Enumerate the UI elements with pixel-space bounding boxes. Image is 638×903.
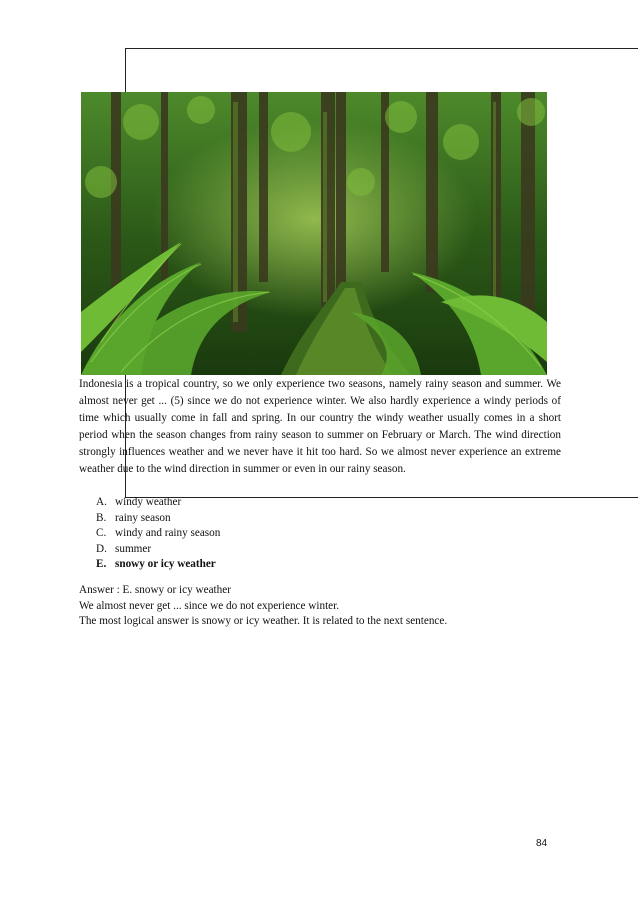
option-d xyxy=(96,542,220,558)
option-text: snowy or icy weather xyxy=(115,558,216,570)
answer-line: Answer : E. snowy or icy weather xyxy=(79,584,231,596)
option-text: windy weather xyxy=(115,496,182,508)
option-text: windy and rainy season xyxy=(115,527,221,539)
reading-passage: Indonesia is a tropical country, so we only experience two seasons, namely rainy season and summer. We almost never get ... (5) since we do not experience winter. We also hardly experience a windy periods of time which usually come in fall and spring. In our country the windy weather usually comes in a short period when the season changes from rainy season to summer on February or March. The wind direction strongly influences weather and we never have it hit too hard. So we almost never experience an extreme weather due to the wind direction in summer or even in our rainy season. xyxy=(79,378,561,475)
option-c xyxy=(96,526,220,542)
option-letter: B. xyxy=(96,511,107,524)
option-letter: D. xyxy=(96,542,107,555)
rainforest-photo xyxy=(81,92,547,375)
option-b xyxy=(96,511,220,527)
frame-top-line xyxy=(125,48,638,49)
answer-explanation xyxy=(79,583,579,630)
option-text: rainy season xyxy=(115,511,171,524)
option-a xyxy=(96,495,220,511)
explanation-line: We almost never get ... since we do not experience winter. xyxy=(79,599,340,612)
option-e xyxy=(96,557,220,573)
option-letter: C. xyxy=(96,527,107,539)
answer-options xyxy=(96,495,220,573)
option-letter: A. xyxy=(96,496,107,508)
option-letter: E. xyxy=(96,558,107,570)
explanation-line: The most logical answer is snowy or icy weather. It is related to the next sentence. xyxy=(79,615,448,627)
option-text: summer xyxy=(115,542,152,555)
page-number: 84 xyxy=(536,838,548,849)
